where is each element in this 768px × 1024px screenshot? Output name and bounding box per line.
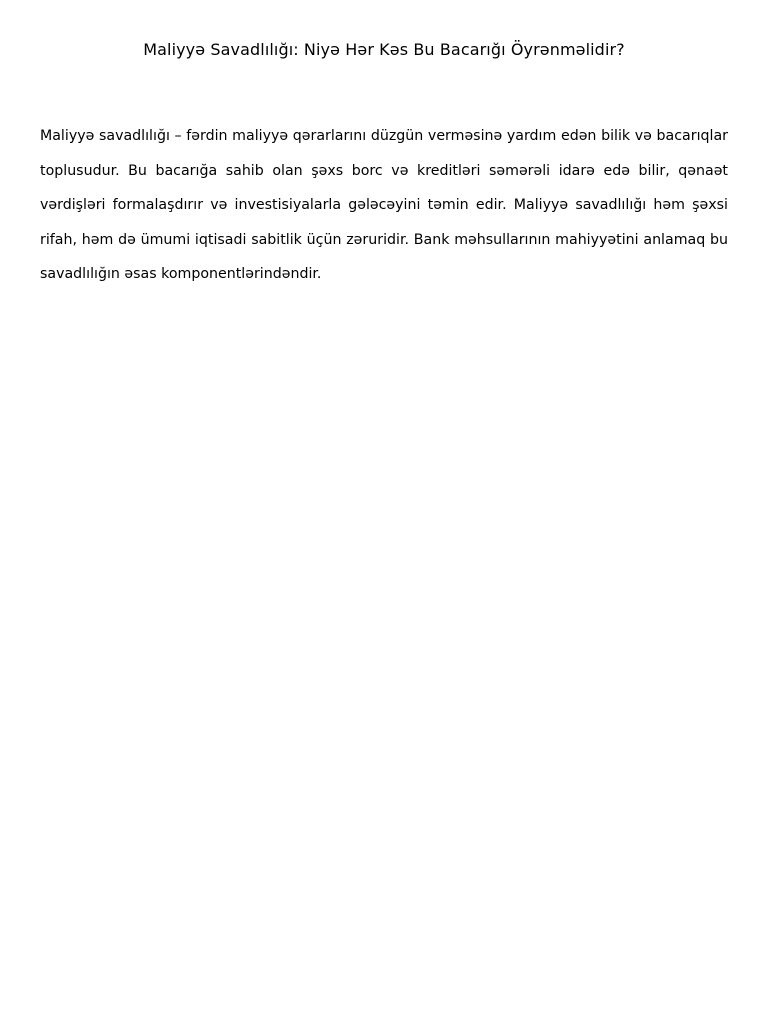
document-title: Maliyyə Savadlılığı: Niyə Hər Kəs Bu Bacarığı Öyrənməlidir?: [143, 40, 625, 59]
body-paragraph: Maliyyə savadlılığı – fərdin maliyyə qərarlarını düzgün verməsinə yardım edən bilik və bacarıqlar toplusudur. Bu bacarığa sahib olan şəxs borc və kreditləri səmərəli idarə edə bilir, qənaət vərdişləri formalaşdırır və investisiyalarla gələcəyini təmin edir. Maliyyə savadlılığı həm şəxsi rifah, həm də ümumi iqtisadi sabitlik üçün zəruridir. Bank məhsullarının mahiyyətini anlamaq bu savadlılığın əsas komponentlərindəndir.: [40, 128, 728, 283]
